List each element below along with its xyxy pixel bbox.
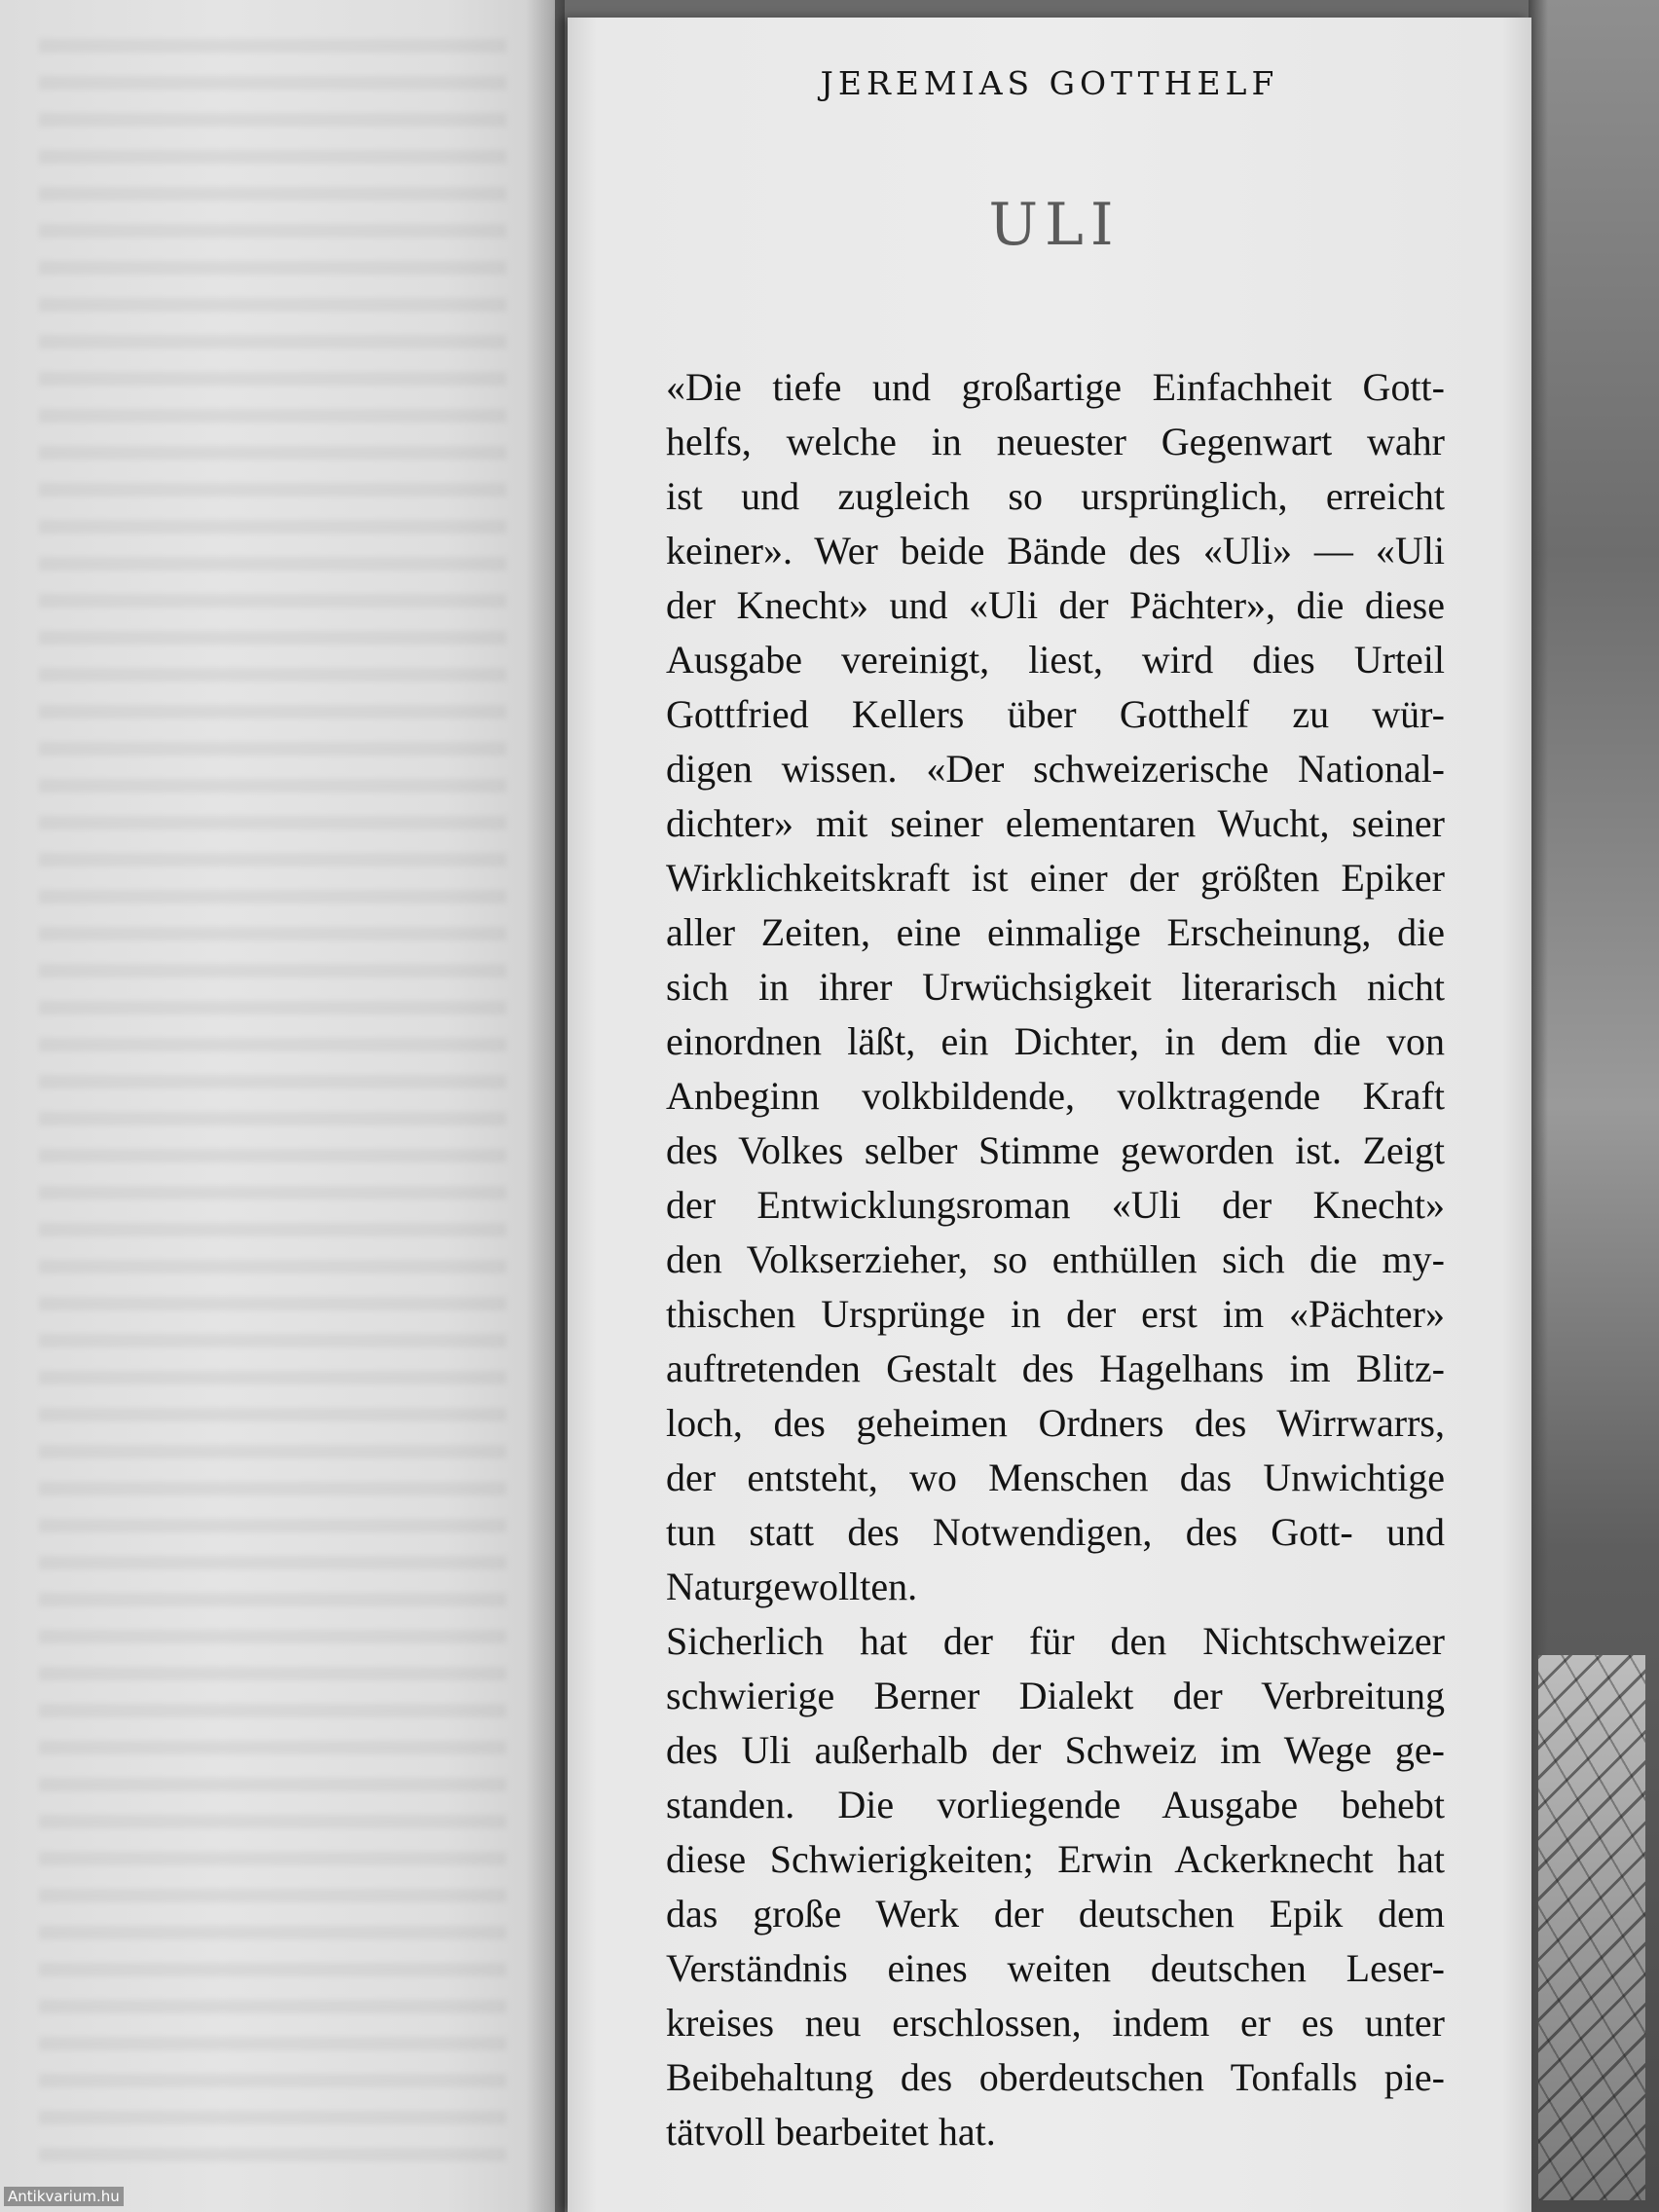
cover-illustration-fragment [1538,1655,1645,2200]
text-line: Verständnis eines weiten deutschen Leser- [666,1946,1445,1990]
text-line: kreises neu erschlossen, indem er es unter [666,2001,1445,2045]
text-line: diese Schwierigkeiten; Erwin Ackerknecht hat [666,1837,1445,1881]
text-line: Wirklichkeitskraft ist einer der größten Epiker [666,856,1445,900]
text-line: Gottfried Kellers über Gotthelf zu wür- [666,692,1445,736]
text-line: schwierige Berner Dialekt der Verbreitung [666,1674,1445,1717]
blurb-paragraph-2 [666,1614,1445,2159]
text-line: helfs, welche in neuester Gegenwart wahr [666,420,1445,463]
text-line: standen. Die vorliegende Ausgabe behebt [666,1783,1445,1826]
book-gutter-shadow [526,0,565,2212]
text-line: Beibehaltung des oberdeutschen Tonfalls pie- [666,2055,1445,2099]
text-line: ist und zugleich so ursprünglich, erreicht [666,474,1445,518]
text-line: Sicherlich hat der für den Nichtschweizer [666,1619,1445,1663]
text-line: einordnen läßt, ein Dichter, in dem die von [666,1019,1445,1063]
blurb-paragraph-1 [666,360,1445,1614]
text-line: der Knecht» und «Uli der Pächter», die diese [666,583,1445,627]
text-line: digen wissen. «Der schweizerische National- [666,747,1445,791]
book-title: ULI [988,191,1121,259]
blurred-page-text [39,39,506,2161]
author-name: JEREMIAS GOTTHELF [820,64,1279,102]
cover-edge [1529,0,1659,2212]
text-line: Anbeginn volkbildende, volktragende Kraft [666,1074,1445,1118]
text-line: tun statt des Notwendigen, des Gott- und [666,1510,1445,1554]
previous-page [0,0,555,2212]
text-line: des Volkes selber Stimme geworden ist. Zeigt [666,1128,1445,1172]
blurb-text [666,360,1445,2159]
text-line: Naturgewollten. [666,1565,918,1608]
text-line: thischen Ursprünge in der erst im «Pächter» [666,1292,1445,1336]
dust-jacket-flap [568,18,1531,2212]
text-line: das große Werk der deutschen Epik dem [666,1892,1445,1936]
text-line: sich in ihrer Urwüchsigkeit literarisch nicht [666,965,1445,1009]
text-line: den Volkserzieher, so enthüllen sich die my- [666,1237,1445,1281]
text-line: «Die tiefe und großartige Einfachheit Gott- [666,365,1445,409]
text-line: Ausgabe vereinigt, liest, wird dies Urteil [666,638,1445,682]
text-line: der Entwicklungsroman «Uli der Knecht» [666,1183,1445,1227]
text-line: auftretenden Gestalt des Hagelhans im Blitz- [666,1346,1445,1390]
text-line: keiner». Wer beide Bände des «Uli» — «Uli [666,529,1445,572]
text-line: der entsteht, wo Menschen das Unwichtige [666,1456,1445,1499]
text-line: tätvoll bearbeitet hat. [666,2110,996,2154]
text-line: dichter» mit seiner elementaren Wucht, seiner [666,801,1445,845]
text-line: aller Zeiten, eine einmalige Erscheinung, die [666,910,1445,954]
text-line: loch, des geheimen Ordners des Wirrwarrs, [666,1401,1445,1445]
text-line: des Uli außerhalb der Schweiz im Wege ge- [666,1728,1445,1772]
site-watermark: Antikvarium.hu [4,2187,124,2206]
